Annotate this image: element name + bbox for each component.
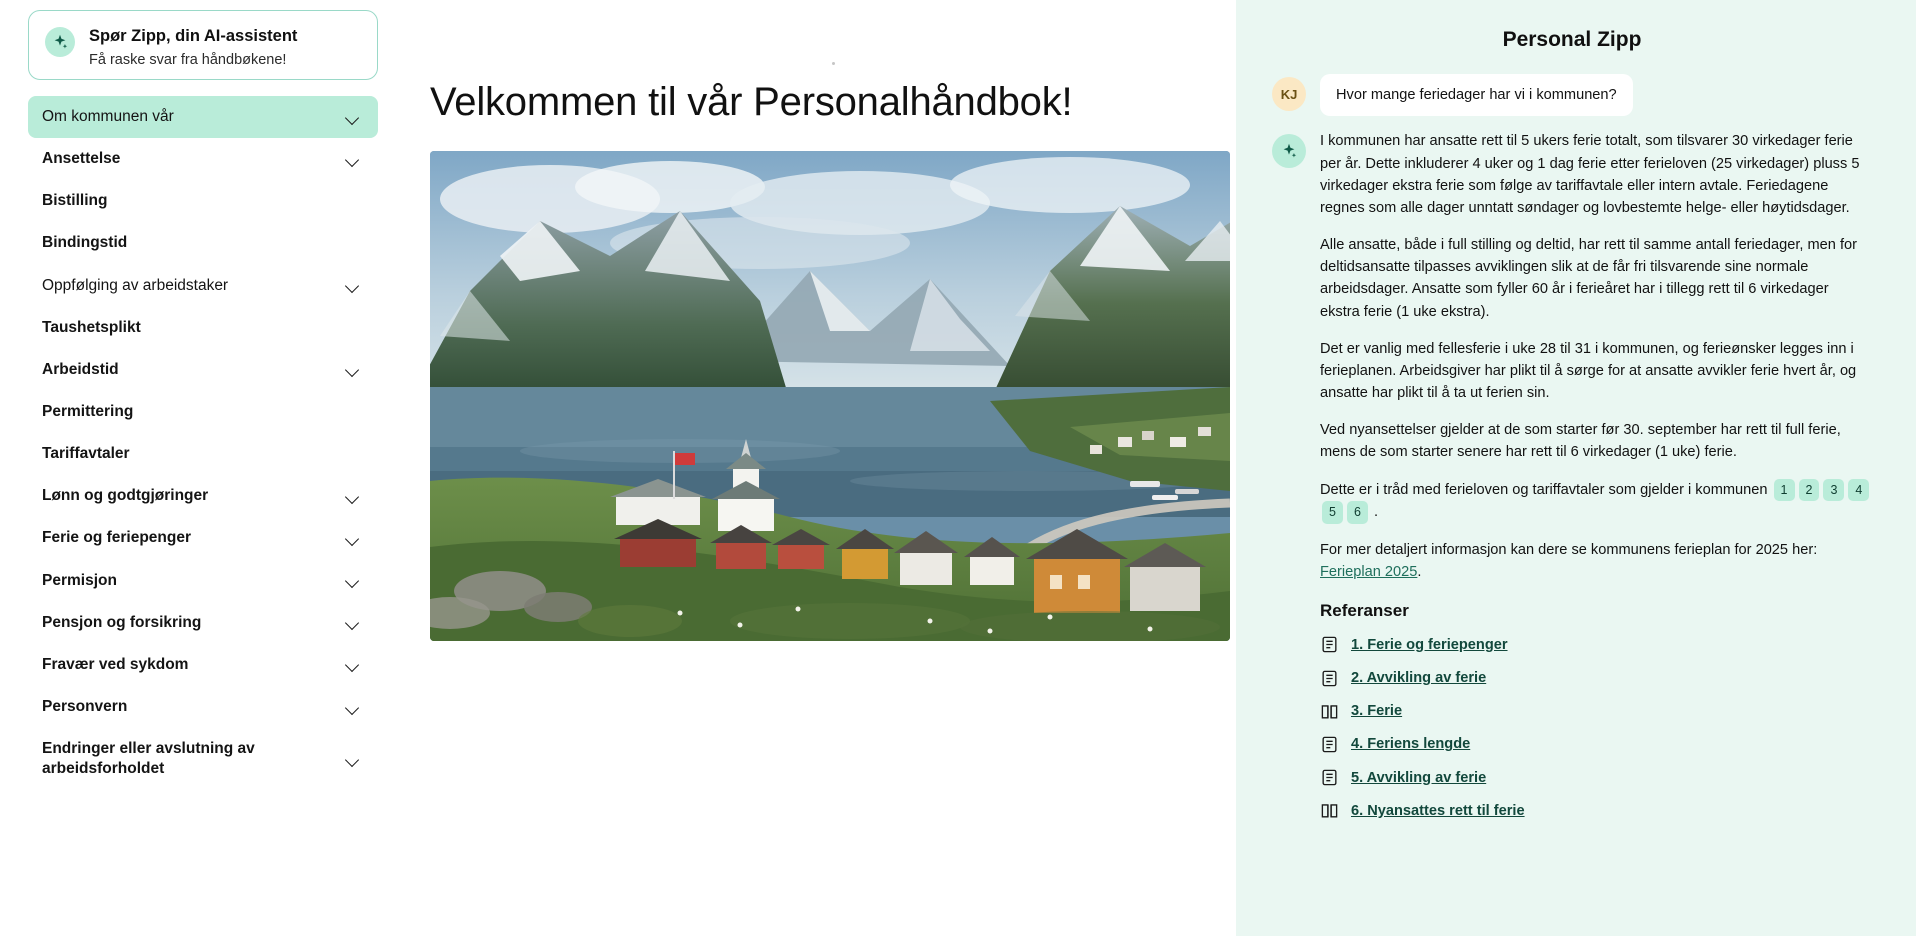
sidebar-item-label: Ansettelse — [42, 150, 121, 168]
sidebar-item-label: Arbeidstid — [42, 360, 119, 378]
sidebar-item-ansettelse[interactable] — [28, 138, 378, 180]
assistant-paragraph-4: Ved nyansettelser gjelder at de som starter før 30. september har rett til full ferie, mens de som starter senere har rett til 6 virkedager (1 uke) ferie. — [1320, 422, 1841, 461]
reference-item-6[interactable] — [1320, 800, 1872, 822]
ask-zipp-card[interactable] — [28, 10, 378, 80]
citation-chip-4[interactable]: 4 — [1848, 479, 1869, 502]
document-icon — [1320, 735, 1339, 754]
sidebar-item-label: Fravær ved sykdom — [42, 655, 189, 673]
ask-zipp-subtitle: Få raske svar fra håndbøkene! — [89, 52, 287, 69]
reference-label: 6. Nyansattes rett til ferie — [1351, 802, 1525, 819]
chat-title: Personal Zipp — [1502, 28, 1642, 51]
ask-zipp-title: Spør Zipp, din AI-assistent — [89, 27, 298, 45]
sidebar-item-permittering[interactable] — [28, 391, 378, 433]
chevron-down-icon[interactable] — [346, 576, 360, 585]
reference-item-5[interactable] — [1320, 767, 1872, 789]
assistant-message-body — [1320, 130, 1872, 832]
chevron-down-icon[interactable] — [346, 281, 360, 290]
reference-item-2[interactable] — [1320, 667, 1872, 689]
chevron-down-icon[interactable] — [346, 492, 360, 501]
sidebar-item-pensjon-og-forsikring[interactable] — [28, 602, 378, 644]
sidebar-item-label: Personvern — [42, 697, 128, 715]
chevron-down-icon[interactable] — [346, 113, 360, 122]
document-icon — [1320, 768, 1339, 787]
chat-panel — [1236, 0, 1916, 936]
chevron-down-icon[interactable] — [346, 155, 360, 164]
sidebar-item-oppfolging-av-arbeidstaker[interactable] — [28, 265, 378, 307]
assistant-message — [1272, 130, 1872, 832]
document-icon — [1320, 635, 1339, 654]
reference-item-4[interactable] — [1320, 733, 1872, 755]
sidebar-item-label: Permittering — [42, 402, 134, 420]
chevron-down-icon[interactable] — [346, 618, 360, 627]
chevron-down-icon[interactable] — [346, 660, 360, 669]
chevron-down-icon[interactable] — [346, 703, 360, 712]
assistant-detail-line — [1320, 539, 1872, 583]
avatar: KJ — [1272, 77, 1306, 111]
sidebar-item-fravaer-ved-sykdom[interactable] — [28, 644, 378, 686]
sidebar-item-personvern[interactable] — [28, 686, 378, 728]
sidebar-item-label: Tariffavtaler — [42, 445, 130, 463]
sidebar-item-label: Lønn og godtgjøringer — [42, 487, 209, 505]
sparkle-icon — [1272, 134, 1306, 168]
ferieplan-link[interactable]: Ferieplan 2025 — [1320, 563, 1418, 580]
reference-label: 4. Feriens lengde — [1351, 736, 1471, 753]
sidebar-item-endringer-eller-avslutning[interactable] — [28, 728, 378, 790]
chevron-down-icon[interactable] — [346, 365, 360, 374]
user-message-text: Hvor mange feriedager har vi i kommunen? — [1320, 74, 1633, 116]
sidebar-item-bistilling[interactable] — [28, 180, 378, 222]
citation-lead-text: Dette er i tråd med ferieloven og tariffavtaler som gjelder i kommunen — [1320, 481, 1768, 498]
reference-label: 1. Ferie og feriepenger — [1351, 636, 1508, 653]
ask-zipp-text — [89, 25, 297, 71]
page-title: Velkommen til vår Personalhåndbok! — [430, 80, 1073, 124]
hero-image — [430, 151, 1230, 641]
citation-chip-3[interactable]: 3 — [1823, 479, 1844, 502]
citation-chip-6[interactable]: 6 — [1347, 501, 1368, 524]
user-message — [1272, 74, 1872, 116]
reference-label: 5. Avvikling av ferie — [1351, 769, 1487, 786]
detail-tail-text: . — [1417, 563, 1422, 580]
sidebar-item-label: Ferie og feriepenger — [42, 529, 192, 547]
sidebar — [0, 0, 404, 936]
reference-label: 3. Ferie — [1351, 703, 1403, 720]
sidebar-item-label: Permisjon — [42, 571, 117, 589]
citation-chip-2[interactable]: 2 — [1799, 479, 1820, 502]
citation-tail-text: . — [1373, 504, 1379, 521]
reference-label: 2. Avvikling av ferie — [1351, 670, 1487, 686]
sidebar-item-arbeidstid[interactable] — [28, 349, 378, 391]
sidebar-item-label: Endringer eller avslutning av arbeidsforholdet — [42, 740, 255, 778]
sidebar-item-bindingstid[interactable] — [28, 222, 378, 264]
chevron-down-icon[interactable] — [346, 755, 360, 764]
book-icon — [1320, 801, 1339, 820]
sidebar-item-ferie-og-feriepenger[interactable] — [28, 517, 378, 559]
assistant-paragraph-3: Det er vanlig med fellesferie i uke 28 til 31 i kommunen, og ferieønsker legges inn i ferieplanen. Arbeidsgiver har plikt til å sørge for at ansatte avvikler ferie hvert år, og ansatte har plikt til å ta ut ferien sin. — [1320, 340, 1857, 402]
citation-chip-5[interactable]: 5 — [1322, 501, 1343, 524]
assistant-paragraph-1: I kommunen har ansatte rett til 5 ukers ferie totalt, som tilsvarer 30 virkedager ferie per år. Dette inkluderer 4 uker og 1 dag ferie etter ferieloven (25 virkedager) pluss 5 virkedager ekstra ferie som følge av tariffavtale eller intern avtale. Feriedagene regnes som alle dager unntatt søndager og lovbestemte helge- eller høytidsdager. — [1320, 133, 1860, 216]
sidebar-item-permisjon[interactable] — [28, 560, 378, 602]
assistant-citation-line — [1320, 479, 1872, 524]
sidebar-item-taushetsplikt[interactable] — [28, 307, 378, 349]
sidebar-item-label: Oppfølging av arbeidstaker — [42, 276, 229, 294]
sidebar-item-tariffavtaler[interactable] — [28, 433, 378, 475]
sparkle-icon — [45, 27, 75, 57]
assistant-paragraph-2: Alle ansatte, både i full stilling og deltid, har rett til samme antall feriedager, men for deltidsansatte tilpasses avviklingen slik at de får fri tilsvarende sine normale arbeidsdager. Ansatte som fyller 60 år i ferieåret har i tillegg rett til 6 virkedager ekstra ferie (1 uke ekstra). — [1320, 237, 1858, 320]
reference-item-1[interactable] — [1320, 634, 1872, 656]
sidebar-nav — [0, 96, 404, 790]
detail-lead-text: For mer detaljert informasjon kan dere se kommunens ferieplan for 2025 her: — [1320, 541, 1818, 558]
references-heading: Referanser — [1320, 601, 1409, 620]
sidebar-item-label: Taushetsplikt — [42, 318, 141, 336]
chevron-down-icon[interactable] — [346, 534, 360, 543]
citation-chip-1[interactable]: 1 — [1774, 479, 1795, 502]
sidebar-item-label: Pensjon og forsikring — [42, 613, 202, 631]
sidebar-item-lonn-og-godtgjoringer[interactable] — [28, 475, 378, 517]
reference-item-3[interactable] — [1320, 700, 1872, 722]
sidebar-item-om-kommunen-var[interactable] — [28, 96, 378, 138]
book-icon — [1320, 702, 1339, 721]
document-icon — [1320, 669, 1339, 688]
sidebar-item-label: Bindingstid — [42, 234, 128, 252]
sidebar-item-label: Bistilling — [42, 192, 108, 210]
decorative-dot — [832, 62, 835, 65]
sidebar-item-label: Om kommunen vår — [42, 108, 174, 125]
